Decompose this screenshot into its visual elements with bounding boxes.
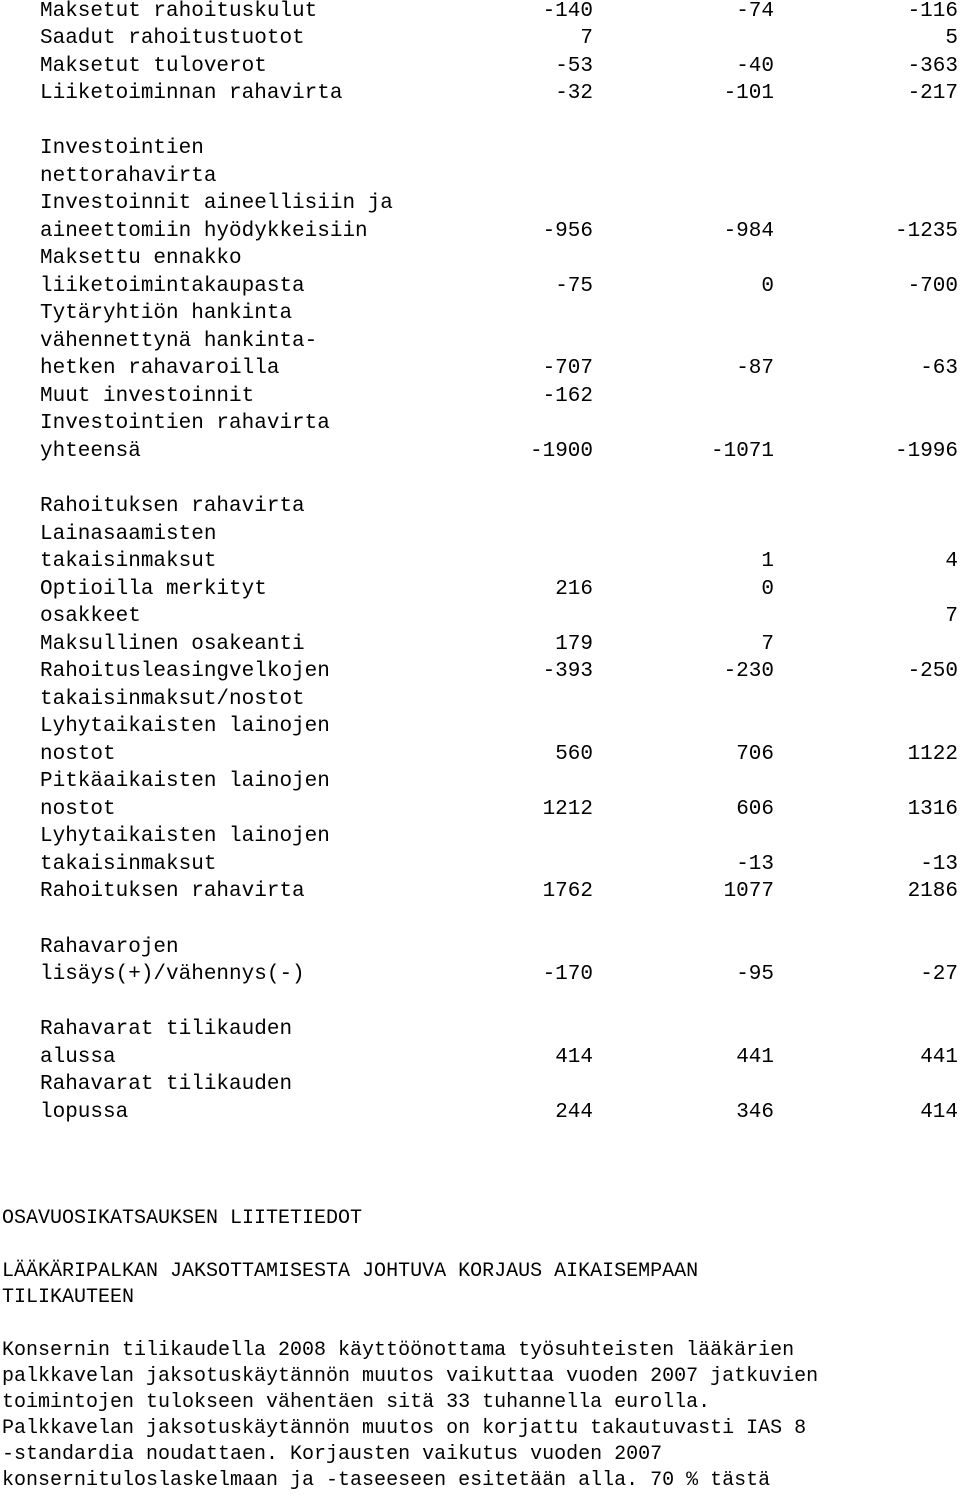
row-value-v2: 0 (761, 275, 774, 298)
notes-subheading-line1: LÄÄKÄRIPALKAN JAKSOTTAMISESTA JOHTUVA KORJAUS AIKAISEMPAAN (2, 1260, 699, 1283)
row-label: aineettomiin hyödykkeisiin (40, 220, 368, 243)
row-value-v3: 1122 (907, 743, 958, 766)
row-label: alussa (40, 1046, 116, 1069)
row-label: osakkeet (40, 605, 141, 628)
row-value-v2: -74 (736, 0, 774, 23)
row-value-v2: -13 (736, 853, 774, 876)
paragraph-line: palkkavelan jaksotuskäytännön muutos vaikuttaa vuoden 2007 jatkuvien (2, 1365, 819, 1388)
row-value-v2: -230 (723, 660, 774, 683)
row-value-v2: 346 (736, 1101, 774, 1124)
row-label: hetken rahavaroilla (40, 357, 280, 380)
row-label: takaisinmaksut (40, 550, 217, 573)
row-label: Rahavarat tilikauden (40, 1018, 293, 1041)
row-label: yhteensä (40, 440, 141, 463)
row-label: Maksullinen osakeanti (40, 633, 305, 656)
row-label: nostot (40, 743, 116, 766)
row-value-v2: -87 (736, 357, 774, 380)
row-label: Liiketoiminnan rahavirta (40, 82, 343, 105)
row-value-v1: -707 (542, 357, 593, 380)
row-label: takaisinmaksut (40, 853, 217, 876)
row-value-v3: 2186 (907, 880, 958, 903)
row-label: Rahoituksen rahavirta (40, 880, 305, 903)
row-value-v1: -140 (542, 0, 593, 23)
row-value-v3: -363 (907, 55, 958, 78)
row-label: Rahavarojen (40, 936, 179, 959)
row-label: Lyhytaikaisten lainojen (40, 715, 330, 738)
row-label: Investoinnit aineellisiin ja (40, 192, 393, 215)
row-label: nostot (40, 798, 116, 821)
row-value-v1: 244 (555, 1101, 593, 1124)
row-value-v1: -1900 (529, 440, 593, 463)
row-label: Rahavarat tilikauden (40, 1073, 293, 1096)
row-label: lopussa (40, 1101, 129, 1124)
row-label: Maksetut rahoituskulut (40, 0, 318, 23)
row-value-v1: 216 (555, 578, 593, 601)
row-label: Tytäryhtiön hankinta (40, 302, 293, 325)
row-label: Optioilla merkityt (40, 578, 267, 601)
paragraph-line: konsernituloslaskelmaan ja -taseeseen esitetään alla. 70 % tästä (2, 1469, 771, 1492)
row-value-v2: -40 (736, 55, 774, 78)
row-value-v2: 706 (736, 743, 774, 766)
row-value-v1: 414 (555, 1046, 593, 1069)
row-label: Investointien rahavirta (40, 412, 330, 435)
row-value-v3: -1235 (894, 220, 958, 243)
row-value-v3: -63 (920, 357, 958, 380)
row-label: Lyhytaikaisten lainojen (40, 825, 330, 848)
row-label: Investointien (40, 137, 204, 160)
row-label: Rahoitusleasingvelkojen (40, 660, 330, 683)
row-value-v1: -32 (555, 82, 593, 105)
row-label: lisäys(+)/vähennys(-) (40, 963, 305, 986)
row-label: Maksettu ennakko (40, 247, 242, 270)
paragraph-line: toimintojen tulokseen vähentäen sitä 33 tuhannella eurolla. (2, 1391, 711, 1414)
row-label: Muut investoinnit (40, 385, 255, 408)
row-value-v1: -75 (555, 275, 593, 298)
row-label: Pitkäaikaisten lainojen (40, 770, 330, 793)
row-label: takaisinmaksut/nostot (40, 688, 305, 711)
notes-heading: OSAVUOSIKATSAUKSEN LIITETIEDOT (2, 1207, 363, 1230)
paragraph-line: Palkkavelan jaksotuskäytännön muutos on korjattu takautuvasti IAS 8 (2, 1417, 807, 1440)
row-value-v2: 606 (736, 798, 774, 821)
row-value-v2: 7 (761, 633, 774, 656)
row-value-v2: -1071 (710, 440, 774, 463)
row-value-v1: 179 (555, 633, 593, 656)
row-value-v3: -27 (920, 963, 958, 986)
row-value-v2: 1077 (723, 880, 774, 903)
row-value-v3: -217 (907, 82, 958, 105)
row-label: Maksetut tuloverot (40, 55, 267, 78)
row-value-v1: 7 (580, 27, 593, 50)
row-value-v3: -1996 (894, 440, 958, 463)
row-value-v2: 1 (761, 550, 774, 573)
row-label: liiketoimintakaupasta (40, 275, 305, 298)
row-value-v3: 5 (945, 27, 958, 50)
row-value-v3: -250 (907, 660, 958, 683)
row-label: Lainasaamisten (40, 523, 217, 546)
row-value-v3: 1316 (907, 798, 958, 821)
row-value-v2: -95 (736, 963, 774, 986)
row-value-v3: -116 (907, 0, 958, 23)
row-value-v1: -162 (542, 385, 593, 408)
row-value-v1: -393 (542, 660, 593, 683)
row-value-v1: -170 (542, 963, 593, 986)
row-value-v3: 4 (945, 550, 958, 573)
row-label: nettorahavirta (40, 165, 217, 188)
notes-subheading-line2: TILIKAUTEEN (2, 1286, 135, 1309)
row-value-v3: -13 (920, 853, 958, 876)
row-value-v1: 1212 (542, 798, 593, 821)
row-value-v3: 441 (920, 1046, 958, 1069)
row-value-v2: 441 (736, 1046, 774, 1069)
row-label: Rahoituksen rahavirta (40, 495, 305, 518)
row-value-v1: 560 (555, 743, 593, 766)
row-label: Saadut rahoitustuotot (40, 27, 305, 50)
row-value-v3: -700 (907, 275, 958, 298)
row-value-v3: 7 (945, 605, 958, 628)
row-value-v1: 1762 (542, 880, 593, 903)
row-value-v1: -53 (555, 55, 593, 78)
row-value-v3: 414 (920, 1101, 958, 1124)
row-label: vähennettynä hankinta- (40, 330, 318, 353)
row-value-v1: -956 (542, 220, 593, 243)
paragraph-line: Konsernin tilikaudella 2008 käyttöönottama työsuhteisten lääkärien (2, 1339, 795, 1362)
row-value-v2: 0 (761, 578, 774, 601)
paragraph-line: -standardia noudattaen. Korjausten vaikutus vuoden 2007 (2, 1443, 663, 1466)
row-value-v2: -101 (723, 82, 774, 105)
row-value-v2: -984 (723, 220, 774, 243)
